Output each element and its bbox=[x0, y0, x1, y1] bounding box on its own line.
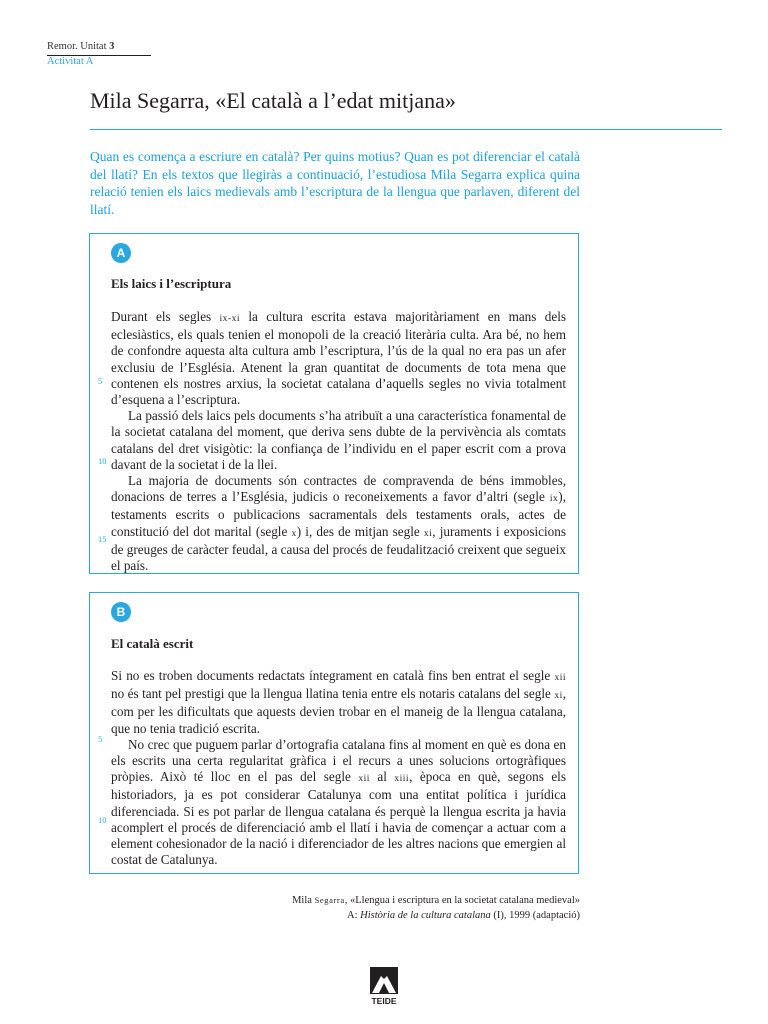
activity-label: Activitat A bbox=[47, 56, 94, 67]
line-number: 10 bbox=[98, 815, 107, 825]
logo-text: TEIDE bbox=[371, 996, 397, 1006]
line-number: 5 bbox=[98, 376, 103, 386]
paragraph: Si no es troben documents redactats íntegrament en català fins ben entrat el segle xii no és tant pel prestigi que la llengua llatina tenia entre els notaris catalans del segle xi, com per les dificultats que aquests devien trobar en el maneig de la llengua catalana, que no tenia tradició escrita. bbox=[111, 668, 566, 736]
text-box-b bbox=[89, 592, 579, 874]
title-divider bbox=[90, 129, 722, 130]
section-body-b bbox=[111, 668, 566, 868]
unit-number: 3 bbox=[109, 41, 115, 52]
paragraph: La passió dels laics pels documents s’ha atribuït a una característica fonamental de la societat catalana del moment, que deriva sens dubte de la pervivència als comtats catalans del dret visigòtic: la confiança de l’individu en el paper escrit com a prova davant de la societat i de la llei. bbox=[111, 408, 566, 472]
line-number: 10 bbox=[98, 456, 107, 466]
paragraph: No crec que puguem parlar d’ortografia catalana fins al moment en què es dona en els escrits una certa regularitat gràfica i el recurs a unes solucions ortogràfiques pròpies. Això té lloc en el pas del segle xii al xiii, època en què, segons els historiadors, ja es pot considerar Catalunya com una entitat política i jurídica diferenciada. Si es pot parlar de llengua catalana és perquè la llengua escrita ja havia acomplert el procés de diferenciació amb el llatí i havia de començar a actuar com a element cohesionador de la nació i diferenciador de les altres nacions que emergien al costat de Catalunya. bbox=[111, 736, 566, 868]
paragraph: Durant els segles ix-xi la cultura escrita estava majoritàriament en mans dels eclesiàstics, els quals tenien el monopoli de la creació literària culta. Ara bé, no hem de confondre aquesta alta cultura amb l’escriptura, l’ús de la qual no era pas un afer exclusiu de l’Església. Atenent la gran quantitat de documents de tota mena que contenen els nostres arxius, la societat catalana d’aquells segles no vivia totalment d’esquena a l’escriptura. bbox=[111, 309, 566, 408]
page-title: Mila Segarra, «El català a l’edat mitjana» bbox=[90, 88, 456, 113]
unit-label: Remor. Unitat 3 bbox=[47, 41, 115, 52]
section-badge-b: B bbox=[111, 602, 131, 622]
citation-line-2: A: Història de la cultura catalana (I), 1999 (adaptació) bbox=[346, 910, 580, 921]
line-number: 15 bbox=[98, 534, 107, 544]
citation-line-1: Mila Segarra, «Llengua i escriptura en la societat catalana medieval» bbox=[292, 895, 580, 906]
paragraph: La majoria de documents són contractes de compravenda de béns immobles, donacions de terres a l’Església, judicis o reconeixements a favor d’altri (segle ix), testaments escrits o publicacions sacramentals dels testaments orals, actes de constitució del dot marital (segle x) i, des de mitjan segle xi, juraments i exposicions de greuges de caràcter feudal, a causa del procés de feudalització creixent que segueix el país. bbox=[111, 473, 567, 574]
text-box-a bbox=[89, 233, 579, 574]
section-body-a bbox=[111, 309, 566, 574]
intro-paragraph: Quan es comença a escriure en català? Per quins motius? Quan es pot diferenciar el català del llatí? En els textos que llegiràs a continuació, l’estudiosa Mila Segarra explica quina relació tenien els laics medievals amb l’escriptura de la llengua que parlaven, diferent del llatí. bbox=[90, 149, 580, 217]
section-badge-a: A bbox=[111, 243, 131, 263]
section-heading-a: Els laics i l’escriptura bbox=[111, 276, 232, 291]
source-citation bbox=[292, 893, 580, 923]
line-number: 5 bbox=[98, 734, 103, 744]
section-heading-b: El català escrit bbox=[111, 636, 194, 651]
teide-logo-icon bbox=[369, 966, 399, 1006]
